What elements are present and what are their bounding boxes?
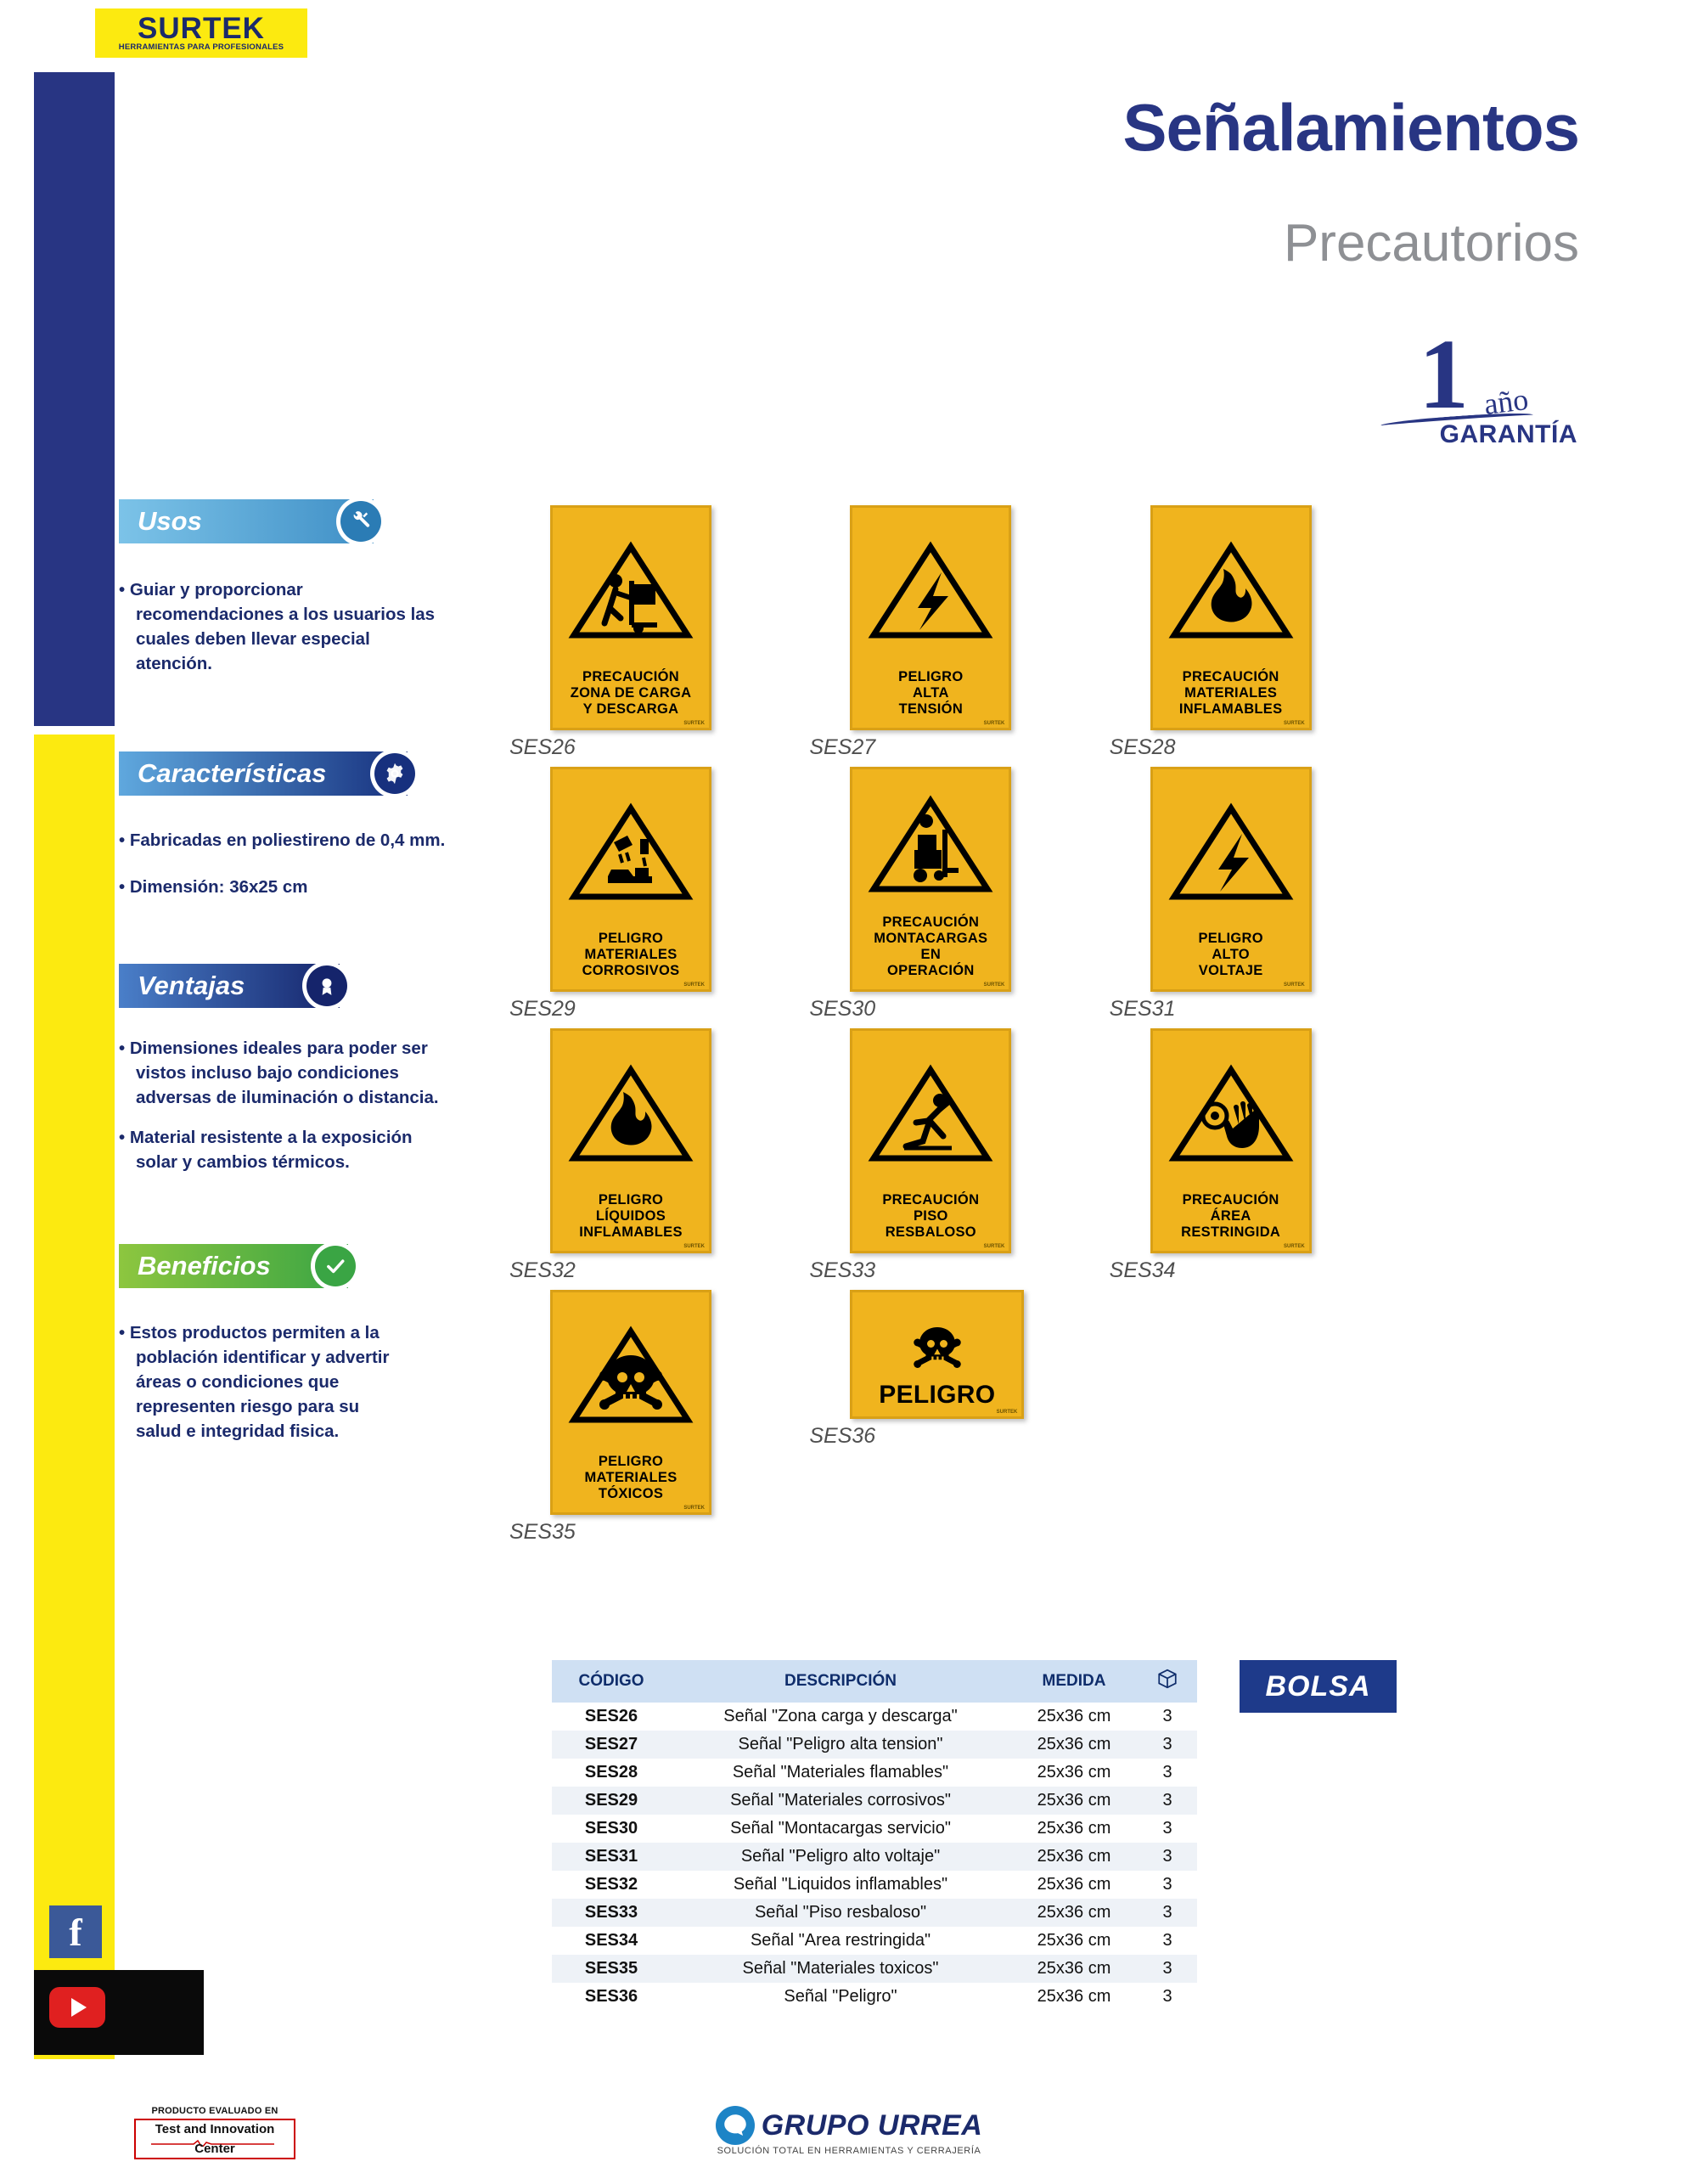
footer-group-logo [0,2106,1698,2156]
worker-cart-icon [553,508,709,669]
sign-brand: SURTEK [996,1410,1018,1415]
bullets-caracteristicas [119,828,475,915]
sign-caption: PELIGRO MATERIALES CORROSIVOS [582,931,680,978]
warranty-word: GARANTÍA [1439,420,1577,448]
group-tagline: SOLUCIÓN TOTAL EN HERRAMIENTAS Y CERRAJERÍA [717,2146,981,2156]
cell-medida: 25x36 cm [1037,1735,1111,1753]
table-row [552,1871,1197,1899]
sign-brand: SURTEK [983,721,1005,726]
cell-codigo: SES36 [584,1987,638,2006]
cell-descripcion: Señal "Montacargas servicio" [730,1819,951,1838]
sign-caption: PRECAUCIÓN ZONA DE CARGA Y DESCARGA [570,669,692,717]
cell-codigo: SES35 [584,1959,638,1978]
sign-brand: SURTEK [683,1244,705,1249]
sign-card-ses35 [509,1290,809,1545]
flame-icon [553,1031,709,1192]
cell-medida: 25x36 cm [1037,1903,1111,1922]
cell-descripcion: Señal "Peligro" [784,1987,897,2006]
sign-code: SES30 [809,997,876,1021]
table-row [552,1927,1197,1955]
sign-code: SES26 [509,735,576,759]
section-header-caracteristicas [119,751,408,796]
skull-icon [553,1292,709,1454]
gear-icon [370,749,419,798]
sign-caption: PELIGRO MATERIALES TÓXICOS [584,1454,678,1501]
cell-descripcion: Señal "Materiales toxicos" [742,1959,939,1978]
cell-codigo: SES29 [584,1791,638,1810]
lightning-bolt-icon [852,508,1009,669]
youtube-icon[interactable] [49,1987,105,2028]
sign-gallery [509,505,1409,1551]
left-blue-bar [34,72,115,735]
certification-label: PRODUCTO EVALUADO EN [151,2106,278,2116]
facebook-icon[interactable]: f [49,1905,102,1958]
table-row [552,1759,1197,1787]
bullet-item: • Material resistente a la exposición solar y cambios térmicos. [119,1125,450,1174]
sign-code: SES32 [509,1258,576,1282]
brand-tagline: HERRAMIENTAS PARA PROFESIONALES [118,42,284,52]
sign-caption: PRECAUCIÓN MATERIALES INFLAMABLES [1178,669,1283,717]
grupo-urrea-icon [716,2106,755,2145]
cell-descripcion: Señal "Liquidos inflamables" [733,1875,948,1894]
bullet-item: • Fabricadas en poliestireno de 0,4 mm. [119,828,475,853]
cell-cantidad: 3 [1162,1931,1172,1950]
tic-line1: Test and Innovation [155,2122,275,2136]
cell-codigo: SES31 [584,1847,638,1866]
sign-caption: PELIGRO [879,1381,996,1409]
table-row [552,1843,1197,1871]
cell-cantidad: 3 [1162,1707,1172,1725]
sign-card-ses32 [509,1028,809,1283]
sign-code: SES33 [809,1258,876,1282]
sign-card-ses28 [1110,505,1409,760]
sign-image [850,1290,1024,1419]
cell-cantidad: 3 [1162,1791,1172,1810]
bullet-item: • Guiar y proporcionar recomendaciones a los usuarios las cuales deben llevar especial atención. [119,577,441,676]
cell-cantidad: 3 [1162,1763,1172,1782]
sign-card-ses33 [809,1028,1109,1283]
section-header-beneficios [119,1244,348,1288]
column-header-codigo: CÓDIGO [552,1660,671,1703]
cell-medida: 25x36 cm [1037,1987,1111,2006]
sign-image [550,505,711,730]
skull-icon [852,1292,1021,1387]
cell-cantidad: 3 [1162,1847,1172,1866]
cell-medida: 25x36 cm [1037,1931,1111,1950]
sign-brand: SURTEK [983,982,1005,988]
table-row [552,1703,1197,1731]
sign-card-ses36 [809,1290,1109,1545]
warranty-badge [1382,318,1577,448]
restricted-hand-icon [1153,1031,1309,1192]
sign-caption: PRECAUCIÓN MONTACARGAS EN OPERACIÓN [874,915,988,978]
cell-cantidad: 3 [1162,1875,1172,1894]
sign-row [509,1290,1409,1545]
sign-row [509,1028,1409,1283]
sign-image [550,1028,711,1253]
sign-image [550,1290,711,1515]
medal-icon [302,961,351,1010]
cell-cantidad: 3 [1162,1903,1172,1922]
sign-image [1150,1028,1312,1253]
section-header-usos [119,499,374,543]
cell-codigo: SES30 [584,1819,638,1838]
column-header-medida: MEDIDA [1010,1660,1138,1703]
section-title-usos: Usos [138,506,202,536]
page-subtitle: Precautorios [1283,214,1579,273]
warranty-unit: año [1482,381,1531,422]
cell-descripcion: Señal "Piso resbaloso" [754,1903,927,1922]
section-title-ventajas: Ventajas [138,971,245,1000]
bullet-item: • Dimensiones ideales para poder ser vistos incluso bajo condiciones adversas de iluminación o distancia. [119,1036,450,1110]
cell-descripcion: Señal "Zona carga y descarga" [723,1707,958,1725]
cell-codigo: SES33 [584,1903,638,1922]
bullets-ventajas [119,1036,450,1190]
sign-card-ses26 [509,505,809,760]
table-row [552,1955,1197,1983]
cell-descripcion: Señal "Peligro alta tension" [738,1735,943,1753]
sign-brand: SURTEK [683,721,705,726]
sign-row [509,505,1409,760]
sign-image [850,505,1011,730]
cell-codigo: SES34 [584,1931,638,1950]
sign-card-ses27 [809,505,1109,760]
sign-code: SES34 [1109,1258,1176,1282]
table-header-row [552,1660,1197,1703]
sign-card-ses34 [1110,1028,1409,1283]
sign-card-ses30 [809,767,1109,1022]
cell-codigo: SES27 [584,1735,638,1753]
sign-code: SES29 [509,997,576,1021]
bullets-beneficios [119,1320,399,1459]
sign-caption: PELIGRO ALTO VOLTAJE [1198,931,1263,978]
page-title: Señalamientos [1122,90,1579,165]
product-table [552,1660,1197,2011]
section-header-ventajas [119,964,340,1008]
cell-descripcion: Señal "Area restringida" [750,1931,931,1950]
sign-card-ses29 [509,767,809,1022]
slip-fall-icon [852,1031,1009,1192]
cell-medida: 25x36 cm [1037,1875,1111,1894]
sign-brand: SURTEK [683,1506,705,1511]
sign-caption: PELIGRO LÍQUIDOS INFLAMABLES [579,1192,683,1240]
wrench-icon [336,497,385,546]
sign-card-empty [1110,1290,1409,1545]
sign-brand: SURTEK [1283,721,1305,726]
sign-card-ses31 [1110,767,1409,1022]
warranty-number: 1 [1419,318,1469,430]
sign-caption: PRECAUCIÓN PISO RESBALOSO [882,1192,980,1240]
bullet-item: • Dimensión: 36x25 cm [119,875,475,899]
group-name: GRUPO URREA [761,2108,983,2142]
brand-name: SURTEK [138,11,265,45]
sign-code: SES27 [809,735,876,759]
cell-cantidad: 3 [1162,1987,1172,2006]
cell-descripcion: Señal "Peligro alto voltaje" [740,1847,941,1866]
table-row [552,1731,1197,1759]
lightning-bolt-icon [1153,769,1309,931]
cell-cantidad: 3 [1162,1735,1172,1753]
tic-line2: Center [194,2142,235,2156]
cell-medida: 25x36 cm [1037,1707,1111,1725]
corrosive-hand-icon [553,769,709,931]
cell-codigo: SES28 [584,1763,638,1782]
flame-icon [1153,508,1309,669]
bullets-usos [119,577,441,691]
brand-logo [95,8,307,58]
cell-descripcion: Señal "Materiales corrosivos" [730,1791,951,1810]
sign-code: SES36 [809,1424,876,1448]
sign-image [1150,767,1312,992]
table-row [552,1815,1197,1843]
table-row [552,1787,1197,1815]
sign-image [1150,505,1312,730]
sign-code: SES28 [1109,735,1176,759]
table-row [552,1983,1197,2011]
section-title-beneficios: Beneficios [138,1251,271,1281]
check-icon [311,1241,360,1291]
sign-brand: SURTEK [683,982,705,988]
column-header-descripcion: DESCRIPCIÓN [671,1660,1010,1703]
cell-medida: 25x36 cm [1037,1847,1111,1866]
sign-image [850,1028,1011,1253]
play-triangle-icon [71,1998,87,2017]
table-row [552,1899,1197,1927]
sign-brand: SURTEK [1283,982,1305,988]
sign-image [850,767,1011,992]
bullet-item: • Estos productos permiten a la población identificar y advertir áreas o condiciones que representen riesgo para su salud e integridad fisica. [119,1320,399,1444]
packaging-badge: BOLSA [1240,1660,1397,1713]
sign-code: SES35 [509,1520,576,1544]
cell-cantidad: 3 [1162,1819,1172,1838]
left-yellow-bar [34,735,115,2059]
cell-descripcion: Señal "Materiales flamables" [732,1763,949,1782]
sign-brand: SURTEK [983,1244,1005,1249]
box-icon [1138,1660,1197,1703]
cell-codigo: SES26 [584,1707,638,1725]
sign-caption: PRECAUCIÓN ÁREA RESTRINGIDA [1181,1192,1281,1240]
cell-codigo: SES32 [584,1875,638,1894]
cell-medida: 25x36 cm [1037,1791,1111,1810]
section-title-caracteristicas: Características [138,758,327,788]
cell-medida: 25x36 cm [1037,1819,1111,1838]
sign-caption: PELIGRO ALTA TENSIÓN [898,669,964,717]
cell-cantidad: 3 [1162,1959,1172,1978]
sign-code: SES31 [1109,997,1176,1021]
forklift-icon [852,769,1009,915]
sign-row [509,767,1409,1022]
cell-medida: 25x36 cm [1037,1959,1111,1978]
sign-brand: SURTEK [1283,1244,1305,1249]
table-body [552,1703,1197,2011]
cell-medida: 25x36 cm [1037,1763,1111,1782]
sign-image [550,767,711,992]
